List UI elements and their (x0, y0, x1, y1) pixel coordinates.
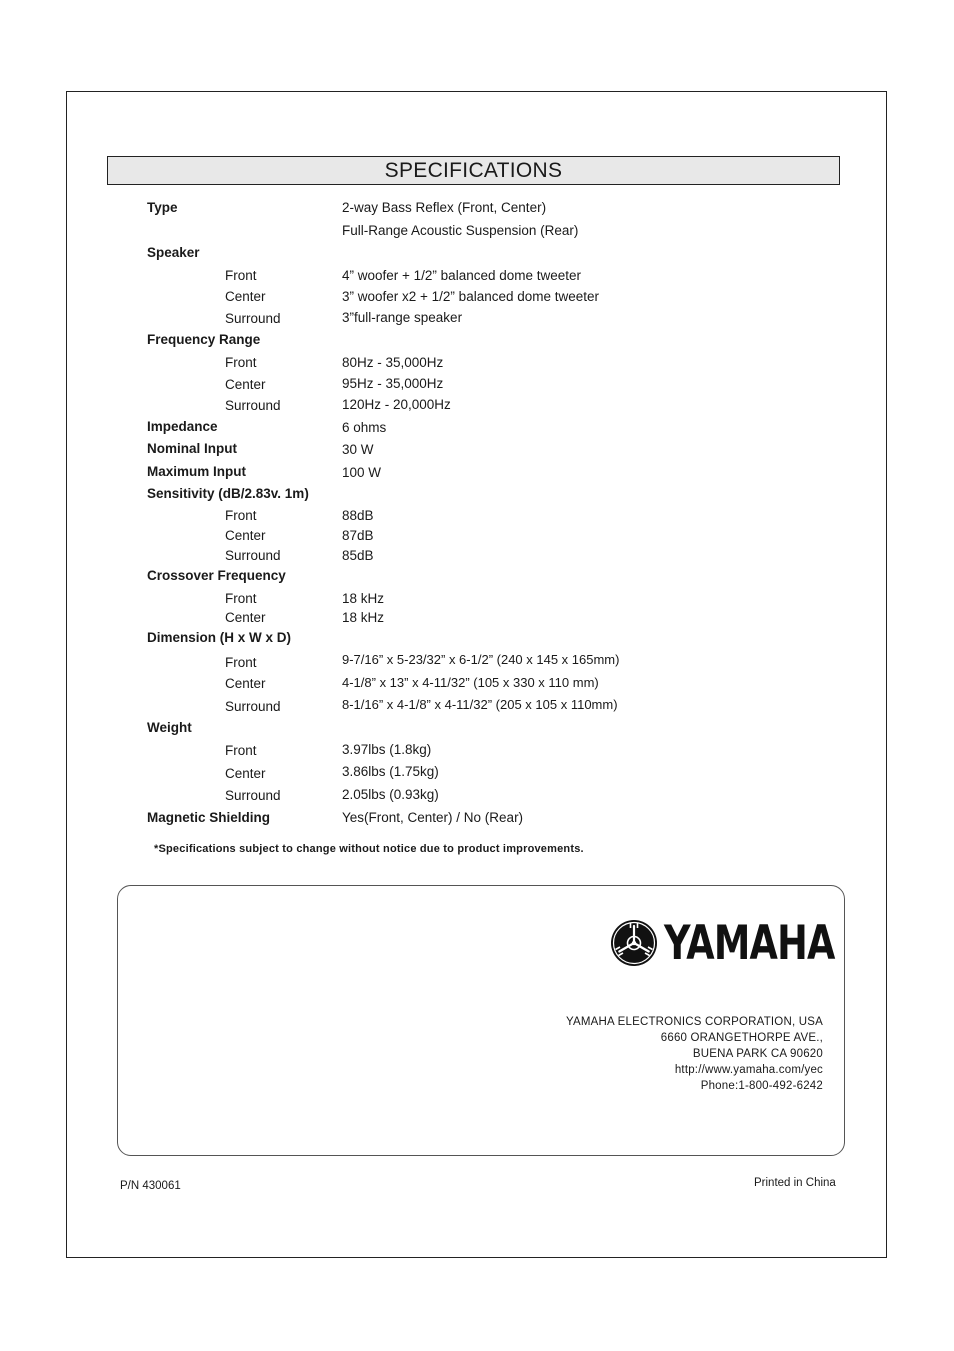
spec-value: 8-1/16” x 4-1/8” x 4-11/32” (205 x 105 x 110mm) (342, 697, 618, 712)
yamaha-logo (610, 916, 835, 971)
tuning-fork-emblem-icon (610, 919, 658, 967)
spec-label-impedance: Impedance (147, 419, 218, 434)
spec-sub-label: Front (225, 508, 257, 523)
spec-value: 9-7/16” x 5-23/32” x 6-1/2” (240 x 145 x 165mm) (342, 652, 620, 667)
spec-label-dimension: Dimension (H x W x D) (147, 630, 292, 645)
spec-label-nominal-input: Nominal Input (147, 441, 237, 456)
spec-sub-label: Center (225, 676, 266, 691)
spec-value: 95Hz - 35,000Hz (342, 376, 444, 391)
spec-value: 4” woofer + 1/2” balanced dome tweeter (342, 268, 582, 283)
spec-sub-label: Front (225, 655, 257, 670)
website-link[interactable]: http://www.yamaha.com/yec (674, 1064, 823, 1076)
yamaha-logo-text: YAMAHA (664, 916, 835, 971)
spec-value-magnetic-shielding: Yes(Front, Center) / No (Rear) (342, 810, 524, 825)
spec-label-speaker: Speaker (147, 245, 200, 260)
spec-label-weight: Weight (147, 720, 192, 735)
spec-sub-label: Surround (225, 311, 281, 326)
spec-sub-label: Center (225, 766, 266, 781)
spec-label-magnetic-shielding: Magnetic Shielding (147, 810, 271, 825)
spec-value: 4-1/8” x 13” x 4-11/32” (105 x 330 x 110 mm) (342, 675, 599, 690)
spec-sub-label: Surround (225, 699, 281, 714)
printed-in: Printed in China (754, 1177, 836, 1189)
spec-value: 120Hz - 20,000Hz (342, 397, 451, 412)
spec-sub-label: Front (225, 355, 257, 370)
spec-sub-label: Front (225, 591, 257, 606)
address-line: BUENA PARK CA 90620 (692, 1048, 823, 1060)
spec-value-maximum-input: 100 W (342, 465, 382, 480)
spec-sub-label: Surround (225, 548, 281, 563)
phone-number: Phone:1-800-492-6242 (700, 1080, 823, 1092)
spec-label-maximum-input: Maximum Input (147, 464, 247, 479)
spec-sub-label: Front (225, 268, 257, 283)
spec-value: 80Hz - 35,000Hz (342, 355, 444, 370)
address-line: YAMAHA ELECTRONICS CORPORATION, USA (565, 1016, 823, 1028)
specifications-note: *Specifications subject to change without notice due to product improvements. (154, 843, 584, 855)
spec-value: 3.97lbs (1.8kg) (342, 742, 432, 757)
spec-value: 18 kHz (342, 610, 385, 625)
spec-value: 87dB (342, 528, 374, 543)
spec-value-nominal-input: 30 W (342, 442, 374, 457)
spec-value: 3” woofer x2 + 1/2” balanced dome tweeter (342, 289, 600, 304)
spec-label-type: Type (147, 200, 178, 215)
spec-sub-label: Center (225, 528, 266, 543)
spec-value: 3.86lbs (1.75kg) (342, 764, 439, 779)
spec-sub-label: Surround (225, 788, 281, 803)
spec-sub-label: Center (225, 610, 266, 625)
spec-sub-label: Front (225, 743, 257, 758)
address-line: 6660 ORANGETHORPE AVE., (660, 1032, 823, 1044)
page-title: SPECIFICATIONS (107, 156, 840, 185)
spec-value-type-rear: Full-Range Acoustic Suspension (Rear) (342, 223, 579, 238)
spec-value: 2.05lbs (0.93kg) (342, 787, 439, 802)
spec-value: 3”full-range speaker (342, 310, 463, 325)
spec-sub-label: Center (225, 289, 266, 304)
spec-label-crossover: Crossover Frequency (147, 568, 286, 583)
spec-label-frequency-range: Frequency Range (147, 332, 261, 347)
part-number: P/N 430061 (120, 1180, 181, 1192)
spec-value: 85dB (342, 548, 374, 563)
spec-sub-label: Surround (225, 398, 281, 413)
spec-value-impedance: 6 ohms (342, 420, 387, 435)
spec-value-type: 2-way Bass Reflex (Front, Center) (342, 200, 547, 215)
spec-sub-label: Center (225, 377, 266, 392)
spec-value: 18 kHz (342, 591, 385, 606)
spec-label-sensitivity: Sensitivity (dB/2.83v. 1m) (147, 486, 309, 501)
spec-value: 88dB (342, 508, 374, 523)
